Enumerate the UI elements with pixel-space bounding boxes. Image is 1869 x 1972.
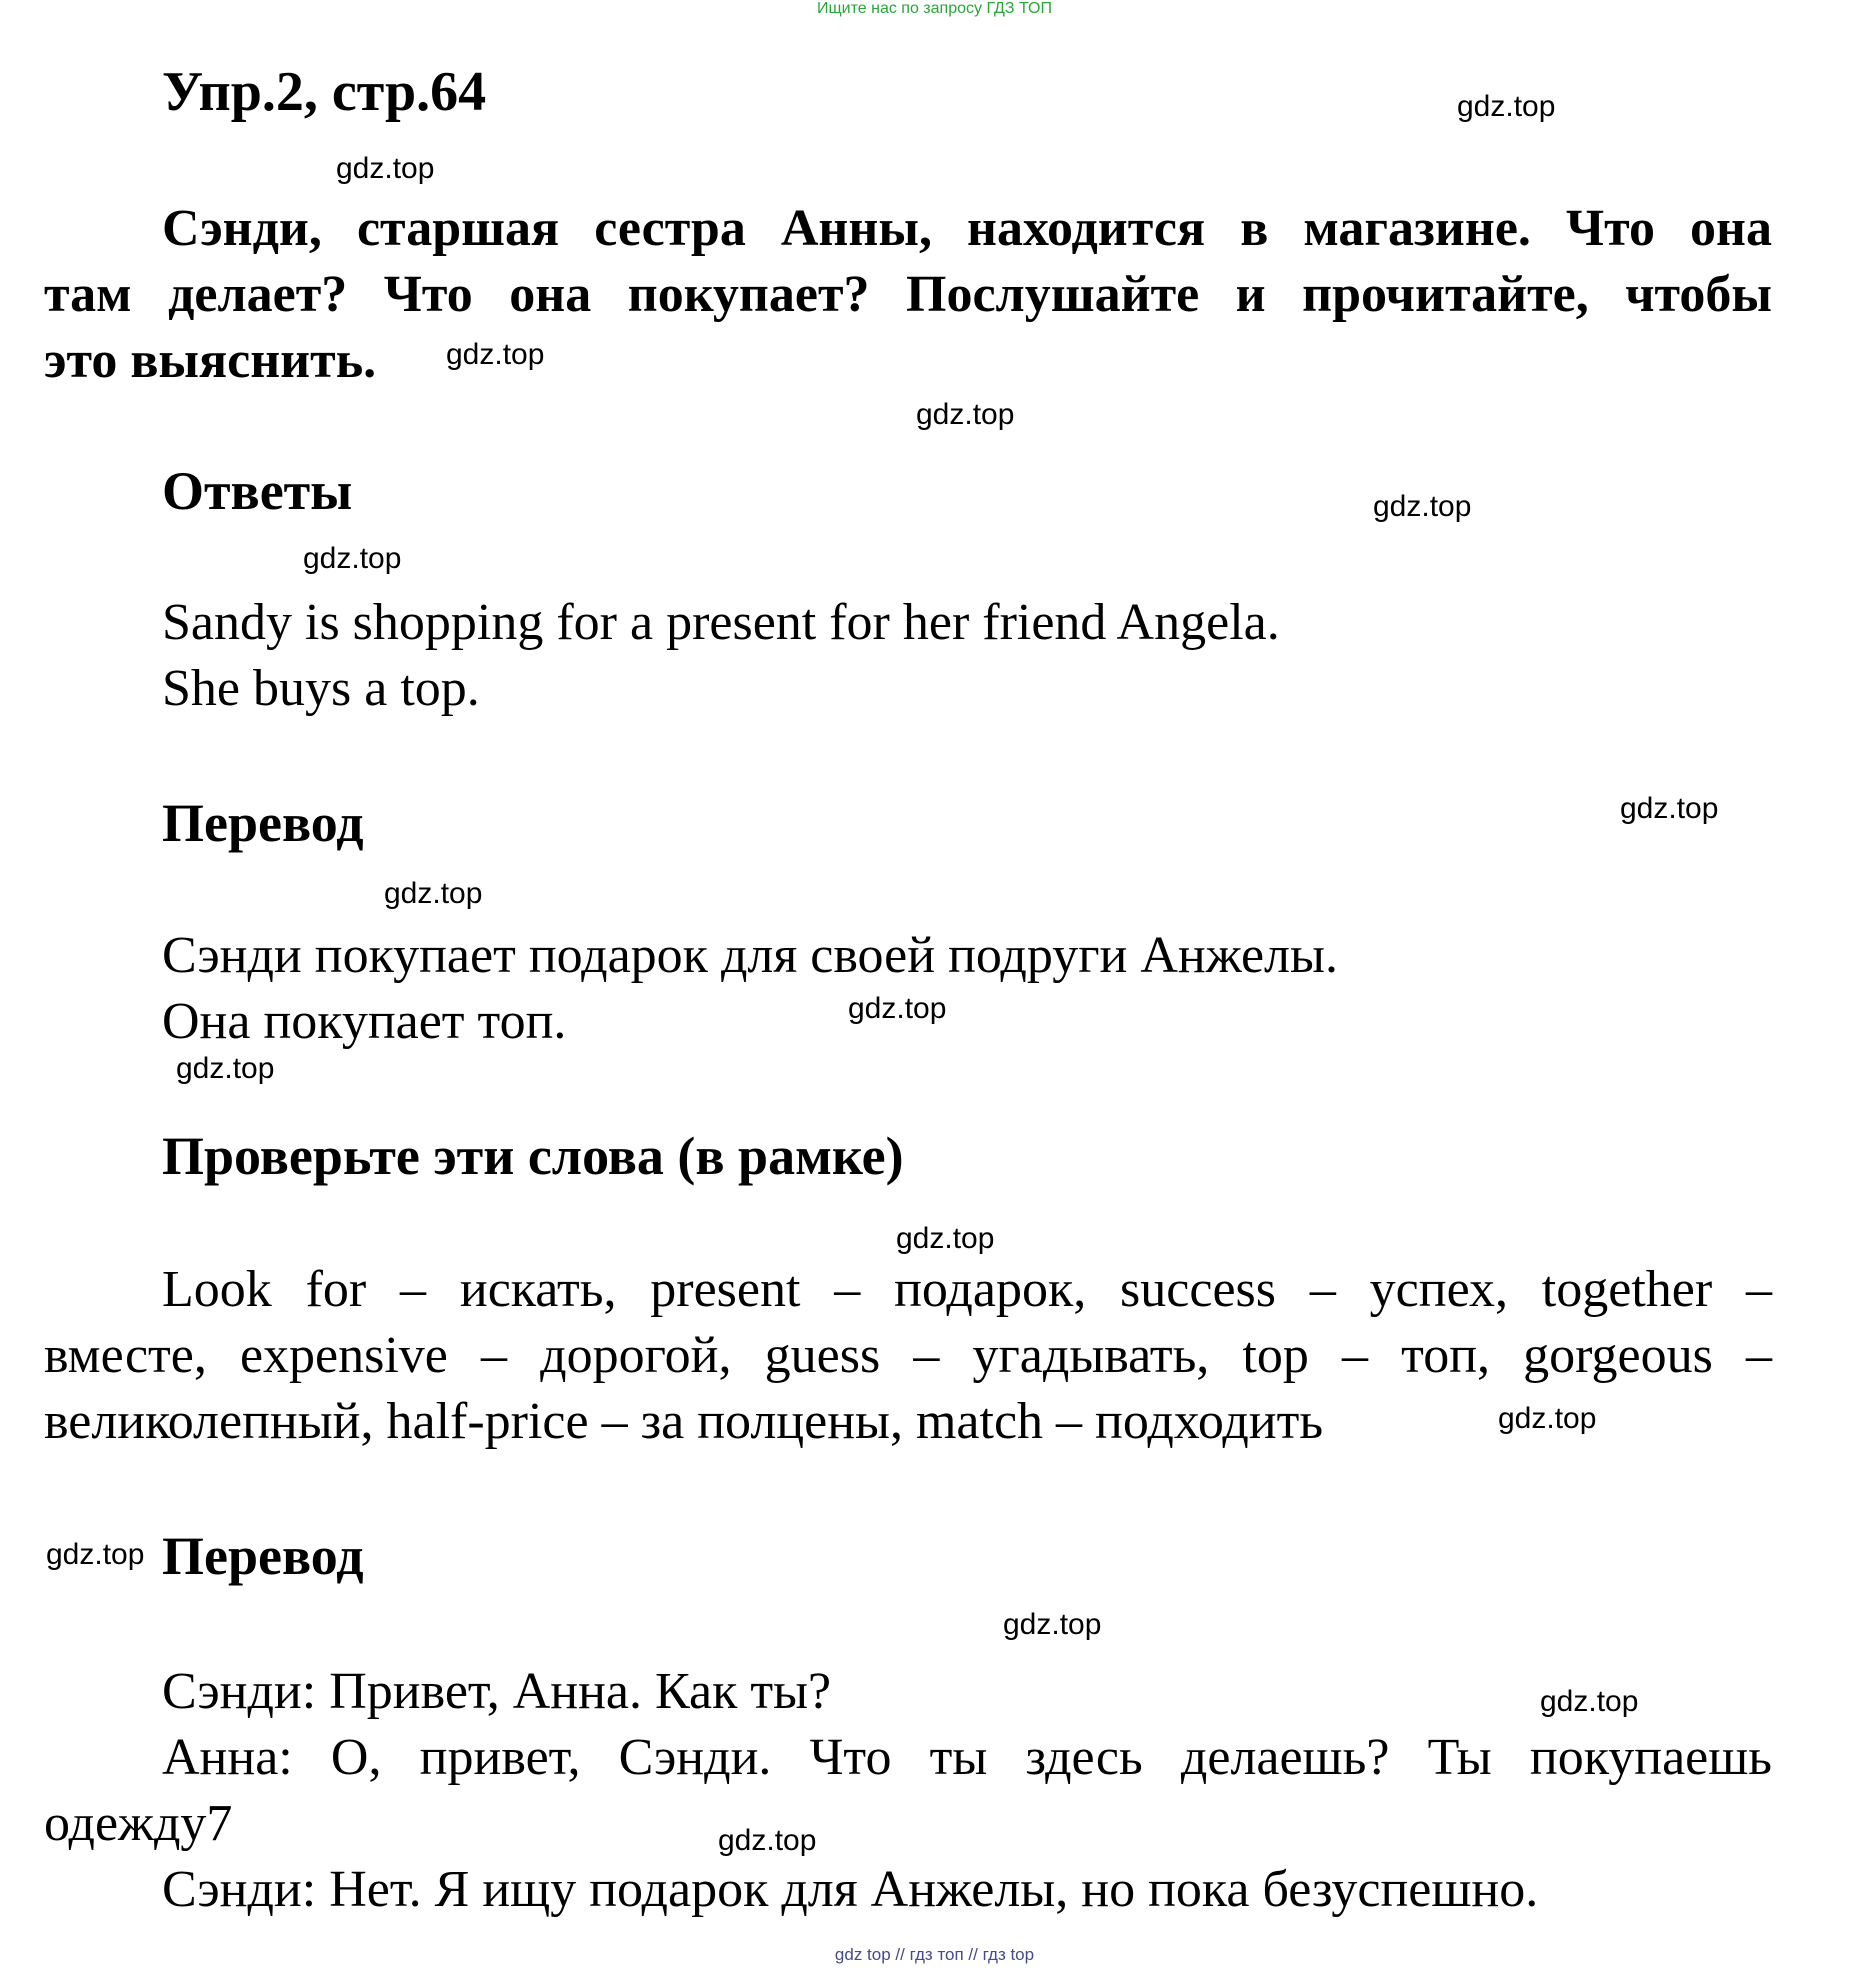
top-banner: Ищите нас по запросу ГДЗ ТОП: [817, 0, 1052, 17]
watermark: gdz.top: [1457, 90, 1556, 123]
dialogue-line: одежду7: [44, 1795, 233, 1852]
answer-line: She buys a top.: [162, 660, 480, 717]
task-line: Сэнди, старшая сестра Анны, находится в магазине. Что она: [162, 200, 1772, 257]
watermark: gdz.top: [718, 1824, 817, 1857]
watermark: gdz.top: [303, 542, 402, 575]
dialogue-paragraph: [44, 1725, 1772, 1857]
task-text: [44, 196, 1772, 394]
page-title: Упр.2, стр.64: [162, 61, 487, 123]
task-line: там делает? Что она покупает? Послушайте и прочитайте, чтобы: [44, 266, 1772, 323]
translation-heading: Перевод: [162, 1526, 364, 1586]
watermark: gdz.top: [1003, 1608, 1102, 1641]
answer-line: Sandy is shopping for a present for her friend Angela.: [162, 594, 1280, 651]
dialogue-line: Сэнди: Нет. Я ищу подарок для Анжелы, но пока безуспешно.: [162, 1861, 1539, 1918]
vocab-line: вместе, expensive – дорогой, guess – угадывать, top – топ, gorgeous –: [44, 1327, 1772, 1384]
watermark: gdz.top: [336, 152, 435, 185]
footer: gdz top // гдз топ // гдз top: [834, 1945, 1035, 1964]
watermark: gdz.top: [384, 877, 483, 910]
task-line: это выяснить.: [44, 332, 377, 389]
answers-heading: Ответы: [162, 461, 353, 521]
watermark: gdz.top: [176, 1052, 275, 1085]
watermark: gdz.top: [1373, 490, 1472, 523]
watermark: gdz.top: [896, 1222, 995, 1255]
translation-line: Сэнди покупает подарок для своей подруги Анжелы.: [162, 927, 1338, 984]
watermark: gdz.top: [1498, 1402, 1597, 1435]
dialogue-line: Сэнди: Привет, Анна. Как ты?: [162, 1663, 832, 1720]
watermark: gdz.top: [1620, 792, 1719, 825]
watermark: gdz.top: [916, 398, 1015, 431]
translation-heading: Перевод: [162, 793, 364, 853]
vocab-heading: Проверьте эти слова (в рамке): [162, 1126, 904, 1186]
vocab-line: Look for – искать, present – подарок, success – успех, together –: [162, 1261, 1772, 1318]
dialogue-line: Анна: О, привет, Сэнди. Что ты здесь делаешь? Ты покупаешь: [162, 1729, 1772, 1786]
vocab-line: великолепный, half-price – за полцены, match – подходить: [44, 1393, 1324, 1450]
translation-line: Она покупает топ.: [162, 993, 567, 1050]
watermark: gdz.top: [1540, 1685, 1639, 1718]
watermark: gdz.top: [848, 992, 947, 1025]
watermark: gdz.top: [46, 1538, 145, 1571]
watermark: gdz.top: [446, 338, 545, 371]
